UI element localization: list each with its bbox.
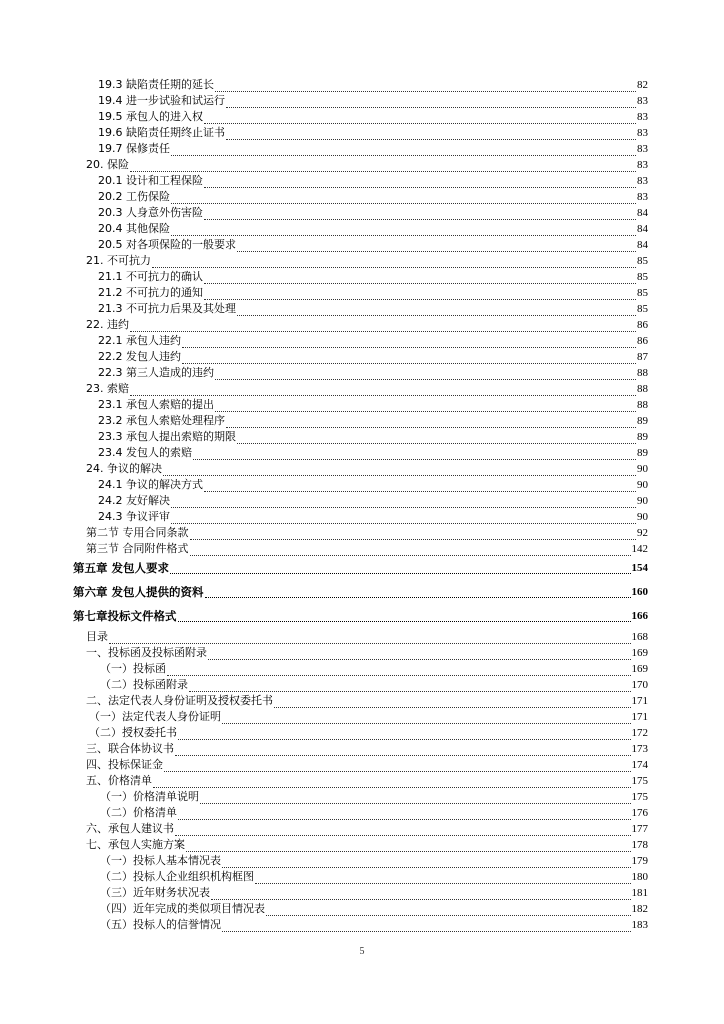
toc-entry[interactable]	[0, 660, 724, 676]
toc-dot-leader	[237, 432, 636, 444]
toc-dot-leader	[171, 512, 636, 524]
toc-entry-title: 20. 保险	[86, 158, 129, 171]
toc-entry-title: 三、联合体协议书	[86, 742, 174, 755]
toc-entry-page-number: 171	[631, 695, 648, 707]
toc-entry-page-number: 92	[637, 527, 648, 539]
toc-dot-leader	[109, 632, 631, 644]
toc-entry-page-number: 142	[631, 543, 648, 555]
toc-entry-title: 20.3 人身意外伤害险	[98, 206, 203, 219]
toc-dot-leader	[237, 240, 636, 252]
toc-entry-title: 21. 不可抗力	[86, 254, 151, 267]
toc-entry-page-number: 160	[631, 586, 648, 598]
toc-entry[interactable]	[0, 300, 724, 316]
table-of-contents	[0, 76, 724, 932]
toc-entry[interactable]	[0, 772, 724, 788]
toc-entry-page-number: 169	[631, 647, 648, 659]
toc-entry-page-number: 88	[637, 399, 648, 411]
toc-entry-title: （二）价格清单	[100, 806, 177, 819]
toc-entry[interactable]	[0, 916, 724, 932]
toc-dot-leader	[171, 224, 636, 236]
toc-entry-title: （五）投标人的信誉情况	[100, 918, 221, 931]
toc-entry-page-number: 83	[637, 175, 648, 187]
toc-entry-title: 二、法定代表人身份证明及授权委托书	[86, 694, 273, 707]
toc-entry-page-number: 85	[637, 271, 648, 283]
toc-entry-title: （一）投标函	[100, 662, 166, 675]
toc-entry-page-number: 90	[637, 495, 648, 507]
toc-entry[interactable]	[0, 204, 724, 220]
toc-entry-title: 22. 违约	[86, 318, 129, 331]
toc-entry-page-number: 85	[637, 303, 648, 315]
toc-entry-page-number: 90	[637, 479, 648, 491]
toc-dot-leader	[163, 464, 636, 476]
toc-entry-title: 20.4 其他保险	[98, 222, 170, 235]
toc-entry-title: 20.2 工伤保险	[98, 190, 170, 203]
toc-dot-leader	[190, 528, 637, 540]
toc-dot-leader	[222, 856, 631, 868]
toc-dot-leader	[226, 416, 636, 428]
toc-entry-page-number: 154	[631, 562, 648, 574]
toc-entry-page-number: 82	[637, 79, 648, 91]
toc-dot-leader	[130, 160, 636, 172]
toc-dot-leader	[200, 792, 631, 804]
toc-entry-title: 第五章 发包人要求	[73, 561, 170, 575]
toc-entry[interactable]	[0, 316, 724, 332]
toc-dot-leader	[205, 591, 631, 598]
toc-entry-page-number: 83	[637, 127, 648, 139]
toc-entry[interactable]	[0, 428, 724, 444]
toc-entry-page-number: 83	[637, 143, 648, 155]
toc-dot-leader	[211, 888, 631, 900]
toc-dot-leader	[204, 176, 636, 188]
toc-dot-leader	[222, 712, 631, 724]
toc-entry-page-number: 168	[631, 631, 648, 643]
toc-entry-title: （一）价格清单说明	[100, 790, 199, 803]
toc-entry[interactable]	[0, 644, 724, 660]
toc-dot-leader	[130, 320, 636, 332]
toc-entry-page-number: 83	[637, 191, 648, 203]
toc-entry-title: 19.4 进一步试验和试运行	[98, 94, 225, 107]
toc-dot-leader	[255, 872, 631, 884]
toc-entry[interactable]	[0, 172, 724, 188]
toc-entry-title: 七、承包人实施方案	[86, 838, 185, 851]
toc-entry-page-number: 85	[637, 255, 648, 267]
toc-entry-title: 第七章投标文件格式	[73, 609, 177, 623]
toc-entry-title: （二）投标人企业组织机构框图	[100, 870, 254, 883]
toc-entry-title: 19.6 缺陷责任期终止证书	[98, 126, 225, 139]
toc-entry-title: 一、投标函及投标函附录	[86, 646, 207, 659]
toc-entry[interactable]	[0, 188, 724, 204]
toc-entry-page-number: 90	[637, 463, 648, 475]
toc-entry-title: （二）投标函附录	[100, 678, 188, 691]
toc-dot-leader	[153, 776, 631, 788]
toc-entry[interactable]	[0, 884, 724, 900]
toc-entry-page-number: 84	[637, 239, 648, 251]
toc-entry-page-number: 172	[631, 727, 648, 739]
toc-dot-leader	[204, 112, 636, 124]
toc-entry-title: 第二节 专用合同条款	[86, 526, 189, 539]
toc-entry[interactable]	[0, 156, 724, 172]
toc-entry[interactable]	[0, 708, 724, 724]
toc-dot-leader	[215, 80, 636, 92]
toc-entry-title: 19.3 缺陷责任期的延长	[98, 78, 214, 91]
toc-dot-leader	[193, 448, 636, 460]
toc-entry-page-number: 90	[637, 511, 648, 523]
toc-entry-title: （一）投标人基本情况表	[100, 854, 221, 867]
toc-entry[interactable]	[0, 724, 724, 740]
toc-entry-page-number: 175	[631, 775, 648, 787]
toc-entry-title: 23. 索赔	[86, 382, 129, 395]
toc-entry[interactable]	[0, 756, 724, 772]
toc-entry-page-number: 88	[637, 383, 648, 395]
toc-entry-title: 24.1 争议的解决方式	[98, 478, 203, 491]
toc-entry[interactable]	[0, 348, 724, 364]
toc-entry-title: 19.7 保修责任	[98, 142, 170, 155]
toc-entry[interactable]	[0, 460, 724, 476]
toc-entry-title: （三）近年财务状况表	[100, 886, 210, 899]
toc-entry-page-number: 89	[637, 447, 648, 459]
toc-dot-leader	[152, 256, 636, 268]
toc-entry-page-number: 179	[631, 855, 648, 867]
toc-dot-leader	[186, 840, 631, 852]
toc-entry[interactable]	[0, 140, 724, 156]
toc-entry[interactable]	[0, 444, 724, 460]
toc-entry[interactable]	[0, 836, 724, 852]
toc-entry-title: （四）近年完成的类似项目情况表	[100, 902, 265, 915]
toc-entry-title: 22.3 第三人造成的违约	[98, 366, 214, 379]
toc-dot-leader	[130, 384, 636, 396]
toc-dot-leader	[167, 664, 631, 676]
toc-entry-title: 20.5 对各项保险的一般要求	[98, 238, 236, 251]
toc-entry-page-number: 89	[637, 415, 648, 427]
toc-dot-leader	[182, 336, 636, 348]
toc-entry[interactable]	[0, 788, 724, 804]
toc-entry[interactable]	[0, 476, 724, 492]
toc-chapter-entry[interactable]	[0, 580, 724, 604]
toc-chapter-entry[interactable]	[0, 556, 724, 580]
toc-entry-page-number: 83	[637, 95, 648, 107]
toc-entry-page-number: 86	[637, 319, 648, 331]
toc-dot-leader	[226, 128, 636, 140]
toc-entry[interactable]	[0, 412, 724, 428]
toc-entry-page-number: 175	[631, 791, 648, 803]
toc-dot-leader	[266, 904, 631, 916]
toc-dot-leader	[171, 144, 636, 156]
toc-dot-leader	[204, 288, 636, 300]
toc-entry[interactable]	[0, 540, 724, 556]
toc-entry-title: 六、承包人建议书	[86, 822, 174, 835]
toc-entry[interactable]	[0, 740, 724, 756]
toc-entry[interactable]	[0, 284, 724, 300]
toc-dot-leader	[190, 544, 631, 556]
toc-entry-title: 21.1 不可抗力的确认	[98, 270, 203, 283]
toc-entry[interactable]	[0, 380, 724, 396]
toc-entry-page-number: 176	[631, 807, 648, 819]
toc-entry-title: 20.1 设计和工程保险	[98, 174, 203, 187]
toc-entry-title: 22.1 承包人违约	[98, 334, 181, 347]
toc-entry-title: 五、价格清单	[86, 774, 152, 787]
toc-entry[interactable]	[0, 820, 724, 836]
toc-dot-leader	[182, 352, 636, 364]
toc-dot-leader	[175, 744, 631, 756]
toc-entry-title: 21.3 不可抗力后果及其处理	[98, 302, 236, 315]
toc-entry-title: 23.4 发包人的索赔	[98, 446, 192, 459]
toc-entry-page-number: 180	[631, 871, 648, 883]
toc-dot-leader	[175, 824, 631, 836]
toc-entry-title: 目录	[86, 630, 108, 643]
toc-dot-leader	[204, 208, 636, 220]
toc-entry[interactable]	[0, 628, 724, 644]
toc-dot-leader	[178, 808, 631, 820]
toc-entry[interactable]	[0, 108, 724, 124]
toc-entry-page-number: 183	[631, 919, 648, 931]
toc-entry-page-number: 88	[637, 367, 648, 379]
toc-dot-leader	[171, 496, 636, 508]
toc-dot-leader	[237, 304, 636, 316]
toc-dot-leader	[204, 480, 636, 492]
toc-entry-title: 第六章 发包人提供的资料	[73, 585, 204, 599]
toc-entry-title: 24.3 争议评审	[98, 510, 170, 523]
toc-entry-title: 23.1 承包人索赔的提出	[98, 398, 214, 411]
toc-dot-leader	[164, 760, 631, 772]
toc-entry[interactable]	[0, 852, 724, 868]
toc-dot-leader	[170, 567, 630, 574]
toc-entry[interactable]	[0, 692, 724, 708]
toc-entry-page-number: 182	[631, 903, 648, 915]
toc-entry[interactable]	[0, 868, 724, 884]
toc-entry-page-number: 178	[631, 839, 648, 851]
toc-entry-title: 19.5 承包人的进入权	[98, 110, 203, 123]
toc-dot-leader	[274, 696, 631, 708]
toc-entry[interactable]	[0, 236, 724, 252]
toc-entry-title: 四、投标保证金	[86, 758, 163, 771]
toc-entry[interactable]	[0, 492, 724, 508]
toc-dot-leader	[226, 96, 636, 108]
toc-entry-title: 24.2 友好解决	[98, 494, 170, 507]
toc-entry-title: 21.2 不可抗力的通知	[98, 286, 203, 299]
toc-dot-leader	[178, 615, 631, 622]
toc-entry[interactable]	[0, 524, 724, 540]
toc-entry-title: （一）法定代表人身份证明	[89, 710, 221, 723]
toc-entry-page-number: 83	[637, 159, 648, 171]
toc-entry-title: 第三节 合同附件格式	[86, 542, 189, 555]
toc-dot-leader	[178, 728, 631, 740]
toc-entry-page-number: 181	[631, 887, 648, 899]
toc-entry[interactable]	[0, 332, 724, 348]
toc-entry[interactable]	[0, 220, 724, 236]
toc-chapter-entry[interactable]	[0, 604, 724, 628]
toc-entry[interactable]	[0, 76, 724, 92]
toc-entry-page-number: 174	[631, 759, 648, 771]
toc-entry[interactable]	[0, 268, 724, 284]
toc-entry-page-number: 169	[631, 663, 648, 675]
toc-entry-page-number: 89	[637, 431, 648, 443]
toc-entry[interactable]	[0, 364, 724, 380]
page-number: 5	[359, 946, 365, 957]
toc-entry-title: 23.2 承包人索赔处理程序	[98, 414, 225, 427]
toc-entry[interactable]	[0, 124, 724, 140]
toc-dot-leader	[171, 192, 636, 204]
toc-entry-page-number: 171	[631, 711, 648, 723]
toc-dot-leader	[222, 920, 631, 932]
toc-entry-page-number: 85	[637, 287, 648, 299]
toc-entry-page-number: 84	[637, 223, 648, 235]
toc-entry[interactable]	[0, 900, 724, 916]
toc-entry[interactable]	[0, 396, 724, 412]
toc-entry[interactable]	[0, 508, 724, 524]
toc-entry[interactable]	[0, 804, 724, 820]
toc-entry-title: （二）授权委托书	[89, 726, 177, 739]
toc-entry-page-number: 87	[637, 351, 648, 363]
toc-entry[interactable]	[0, 676, 724, 692]
toc-entry[interactable]	[0, 92, 724, 108]
toc-dot-leader	[215, 368, 636, 380]
toc-entry-title: 22.2 发包人违约	[98, 350, 181, 363]
toc-entry-page-number: 170	[631, 679, 648, 691]
toc-entry-page-number: 83	[637, 111, 648, 123]
toc-entry-page-number: 166	[631, 610, 648, 622]
toc-entry-page-number: 177	[631, 823, 648, 835]
toc-entry-page-number: 173	[631, 743, 648, 755]
toc-dot-leader	[215, 400, 636, 412]
toc-entry-title: 23.3 承包人提出索赔的期限	[98, 430, 236, 443]
toc-dot-leader	[204, 272, 636, 284]
toc-entry[interactable]	[0, 252, 724, 268]
toc-dot-leader	[189, 680, 631, 692]
toc-entry-title: 24. 争议的解决	[86, 462, 162, 475]
toc-dot-leader	[208, 648, 631, 660]
toc-entry-page-number: 86	[637, 335, 648, 347]
toc-entry-page-number: 84	[637, 207, 648, 219]
